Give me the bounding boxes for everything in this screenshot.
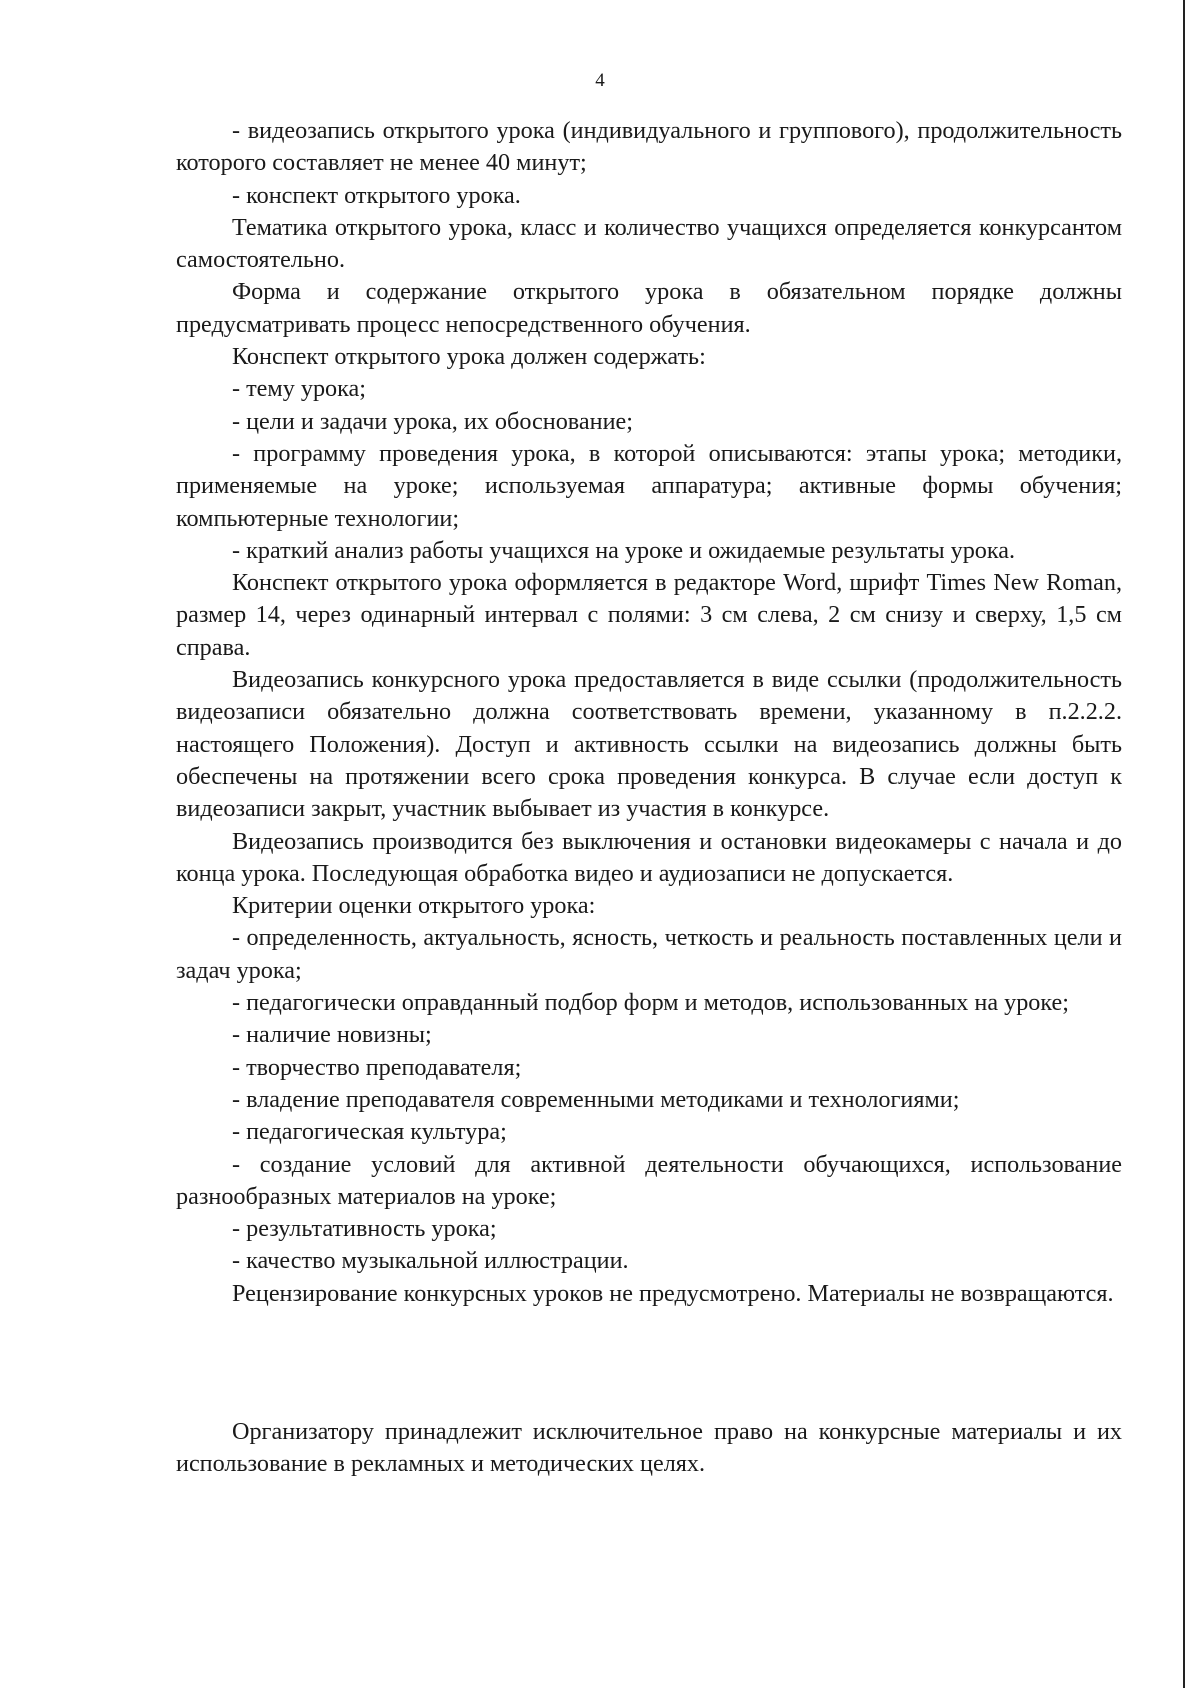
paragraph: - видеозапись открытого урока (индивидуального и группового), продолжительность которого составляет не менее 40 минут;	[176, 117, 1122, 177]
paragraph: Конспект открытого урока оформляется в редакторе Word, шрифт Times New Roman, размер 14, через одинарный интервал с полями: 3 см слева, 2 см снизу и сверху, 1,5 см справа.	[176, 569, 1122, 661]
paragraph: Тематика открытого урока, класс и количество учащихся определяется конкурсантом самостоятельно.	[176, 213, 1122, 274]
list-item: - качество музыкальной иллюстрации.	[232, 1247, 629, 1275]
list-item: - цели и задачи урока, их обоснование;	[232, 407, 633, 435]
document-body	[176, 115, 1122, 1481]
list-item: - программу проведения урока, в которой описываются: этапы урока; методики, применяемые на уроке; используемая аппаратура; активные формы обучения; компьютерные технологии;	[176, 439, 1122, 532]
paragraph: Видеозапись производится без выключения и остановки видеокамеры с начала и до конца урока. Последующая обработка видео и аудиозаписи не допускается.	[176, 827, 1122, 887]
paragraph: Конспект открытого урока должен содержать:	[232, 343, 706, 371]
list-item: - наличие новизны;	[232, 1021, 432, 1049]
list-item: - тему урока;	[232, 375, 366, 403]
paragraph: Форма и содержание открытого урока в обязательном порядке должны предусматривать процесс непосредственного обучения.	[176, 278, 1122, 338]
closing-paragraph: Организатору принадлежит исключительное право на конкурсные материалы и их использование в рекламных и методических целях.	[176, 1417, 1122, 1478]
page-number: 4	[595, 70, 605, 91]
list-item: - результативность урока;	[232, 1215, 497, 1243]
paragraph: - конспект открытого урока.	[232, 181, 521, 209]
paragraph: Рецензирование конкурсных уроков не предусмотрено. Материалы не возвращаются.	[232, 1279, 1114, 1307]
list-item: - краткий анализ работы учащихся на уроке и ожидаемые результаты урока.	[232, 536, 1016, 564]
paragraph: Видеозапись конкурсного урока предоставляется в виде ссылки (продолжительность видеозаписи обязательно должна соответствовать времени, указанному в п.2.2.2. настоящего Положения). Доступ и активность ссылки на видеозапись должны быть обеспечены на протяжении всего срока проведения конкурса. В случае если доступ к видеозаписи закрыт, участник выбывает из участия в конкурсе.	[176, 666, 1122, 823]
list-item: - педагогически оправданный подбор форм и методов, использованных на уроке;	[232, 989, 1069, 1017]
list-item: - владение преподавателя современными методиками и технологиями;	[232, 1085, 960, 1113]
list-item: - творчество преподавателя;	[232, 1053, 522, 1081]
list-item: - определенность, актуальность, ясность, четкость и реальность поставленных цели и задач урока;	[176, 924, 1122, 984]
list-item: - создание условий для активной деятельности обучающихся, использование разнообразных материалов на уроке;	[176, 1150, 1122, 1210]
list-item: - педагогическая культура;	[232, 1118, 507, 1146]
paragraph: Критерии оценки открытого урока:	[232, 892, 596, 920]
scan-edge-rule	[1183, 0, 1185, 1688]
